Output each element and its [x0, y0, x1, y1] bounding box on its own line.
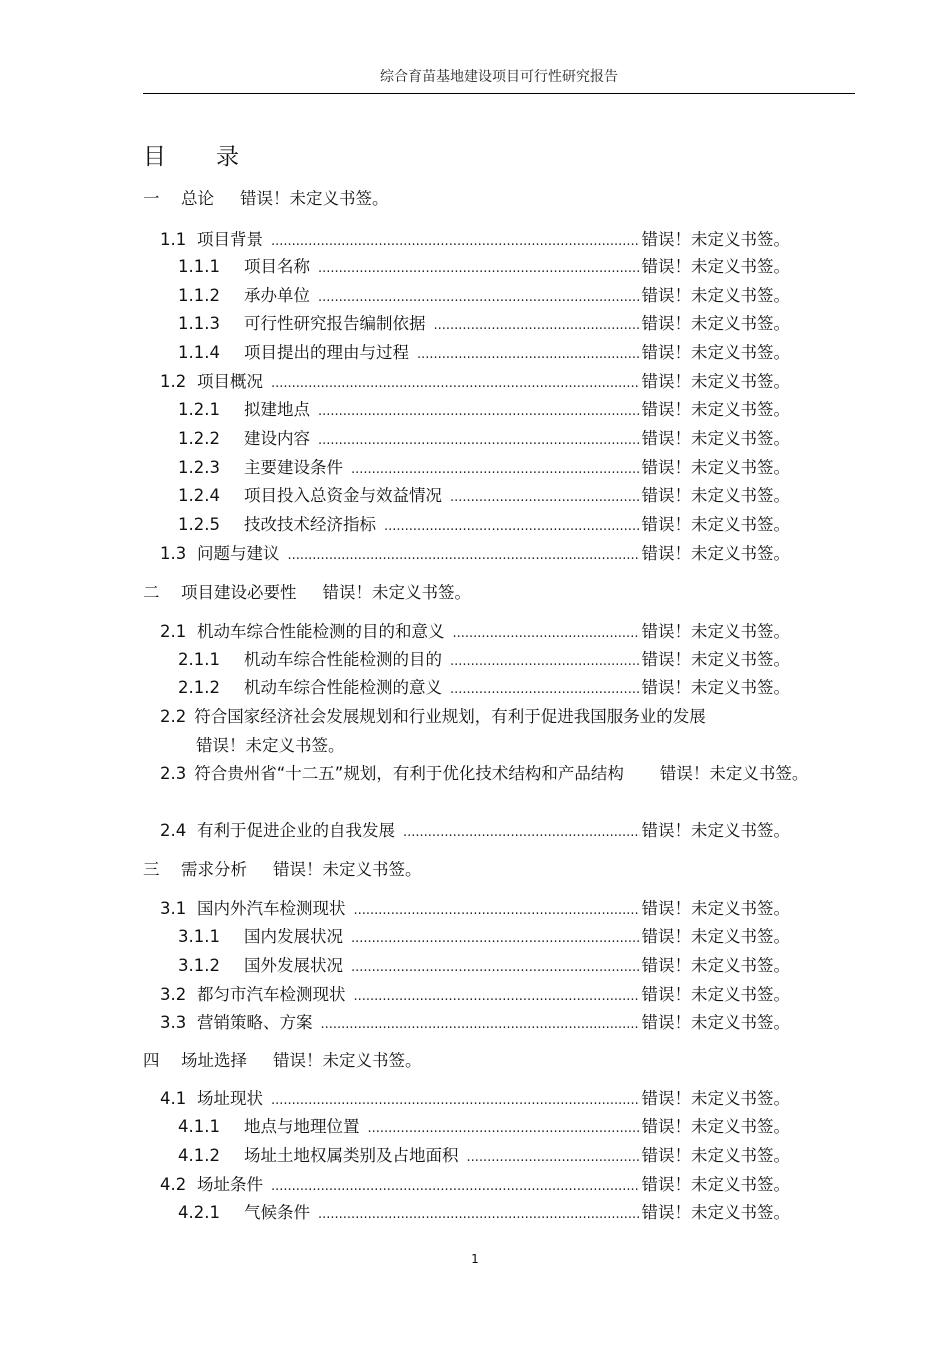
toc-entry[interactable]: [160, 621, 790, 645]
toc-entry-page-ref: 错误！未定义书签。: [641, 985, 790, 1004]
toc-entry-number: 1.2.4: [178, 486, 220, 505]
toc-entry-title: 国内发展状况: [244, 927, 343, 946]
toc-entry-page-ref: 错误！未定义书签。: [641, 544, 790, 563]
toc-entry-title: 技改技术经济指标: [244, 515, 376, 534]
toc-entry-number: 2.1.1: [178, 650, 220, 669]
toc-entry-number: 3.1.1: [178, 927, 220, 946]
toc-entry-title: 项目建设必要性: [181, 583, 297, 602]
toc-entry-number: 2.1: [160, 622, 187, 641]
toc-entry-page-ref: 错误！未定义书签。: [641, 429, 790, 448]
toc-entry-number: 四: [143, 1051, 160, 1070]
toc-entry-number: 2.2: [160, 707, 187, 726]
toc-entry-page-ref: 错误！未定义书签。: [641, 1089, 790, 1108]
header-rule: [143, 93, 855, 94]
toc-entry-number: 3.3: [160, 1013, 187, 1032]
toc-entry-page-ref: 错误！未定义书签。: [641, 1146, 790, 1165]
toc-title-char-2: 录: [216, 144, 239, 170]
toc-entry-number: 2.4: [160, 821, 187, 840]
toc-entry-page-ref: 错误！未定义书签。: [240, 189, 389, 208]
toc-entry[interactable]: [178, 926, 790, 950]
toc-entry-page-ref: 错误！未定义书签。: [641, 1175, 790, 1194]
toc-entry-title: 需求分析: [181, 860, 247, 879]
toc-leader-dots: [354, 986, 640, 1008]
toc-entry-number: 三: [143, 860, 160, 879]
toc-entry-page-ref: 错误！未定义书签。: [641, 458, 790, 477]
toc-entry[interactable]: [178, 399, 790, 423]
toc-leader-dots: [271, 1176, 640, 1198]
toc-entry-number: 3.2: [160, 985, 187, 1004]
toc-entry[interactable]: [160, 1174, 790, 1198]
toc-entry-number: 4.1: [160, 1089, 187, 1108]
toc-entry[interactable]: [160, 820, 790, 844]
toc-entry-title: 场址条件: [197, 1175, 263, 1194]
toc-leader-dots: [318, 287, 640, 309]
toc-entry-page-ref: 错误！未定义书签。: [641, 678, 790, 697]
toc-entry-page-ref: 错误！未定义书签。: [641, 400, 790, 419]
toc-leader-dots: [271, 231, 640, 253]
toc-entry-number: 1.3: [160, 544, 187, 563]
toc-leader-dots: [271, 373, 640, 395]
toc-leader-dots: [354, 900, 640, 922]
toc-entry-page-ref: 错误！未定义书签。: [273, 1051, 422, 1070]
toc-entry-title: 承办单位: [244, 286, 310, 305]
toc-entry-title: 都匀市汽车检测现状: [197, 985, 346, 1004]
toc-entry-page-ref: 错误！未定义书签。: [641, 1117, 790, 1136]
toc-entry-number: 1.1.1: [178, 257, 220, 276]
toc-entry[interactable]: [178, 342, 790, 366]
toc-leader-dots: [318, 430, 640, 452]
toc-entry-title: 建设内容: [244, 429, 310, 448]
toc-leader-dots: [318, 258, 640, 280]
toc-entry-page-ref: 错误！未定义书签。: [641, 257, 790, 276]
toc-leader-dots: [417, 344, 640, 366]
toc-entry-title: 可行性研究报告编制依据: [244, 314, 426, 333]
toc-entry-title: 项目背景: [197, 230, 263, 249]
toc-title: [143, 138, 239, 171]
toc-entry-title: 符合贵州省“十二五”规划，有利于优化技术结构和产品结构: [194, 764, 624, 783]
toc-entry-number: 3.1.2: [178, 956, 220, 975]
toc-entry[interactable]: [178, 313, 790, 337]
toc-entry-title: 场址现状: [197, 1089, 263, 1108]
toc-entry-number: 1.2.2: [178, 429, 220, 448]
toc-entry-number: 1.1: [160, 230, 187, 249]
toc-entry[interactable]: [178, 677, 790, 701]
toc-entry-title: 机动车综合性能检测的意义: [244, 678, 442, 697]
toc-entry[interactable]: [160, 229, 790, 253]
toc-entry-page-ref: 错误！未定义书签。: [641, 372, 790, 391]
toc-entry[interactable]: [160, 759, 840, 788]
toc-entry-number: 1.2.1: [178, 400, 220, 419]
toc-entry-title: 气候条件: [244, 1203, 310, 1222]
toc-entry-number: 二: [143, 583, 160, 602]
toc-entry-number: 1.1.4: [178, 343, 220, 362]
toc-entry-page-ref: 错误！未定义书签。: [641, 622, 790, 641]
toc-entry-title: 国外发展状况: [244, 956, 343, 975]
toc-entry-page-ref: 错误！未定义书签。: [322, 583, 471, 602]
toc-entry-title: 机动车综合性能检测的目的和意义: [197, 622, 445, 641]
toc-entry[interactable]: [178, 649, 790, 673]
toc-entry[interactable]: [160, 371, 790, 395]
toc-leader-dots: [453, 623, 640, 645]
toc-entry-title: 主要建设条件: [244, 458, 343, 477]
toc-entry[interactable]: [178, 285, 790, 309]
toc-entry-page-ref: 错误！未定义书签。: [273, 860, 422, 879]
toc-leader-dots: [467, 1147, 640, 1169]
toc-entry[interactable]: [143, 582, 471, 604]
toc-entry-page-ref: 错误！未定义书签。: [641, 486, 790, 505]
toc-entry-page-ref: 错误！未定义书签。: [641, 1013, 790, 1032]
toc-leader-dots: [450, 487, 640, 509]
toc-entry-title: 总论: [181, 189, 214, 208]
toc-leader-dots: [271, 1090, 640, 1112]
toc-leader-dots: [384, 516, 640, 538]
toc-entry[interactable]: [178, 1145, 790, 1169]
toc-entry-number: 4.1.1: [178, 1117, 220, 1136]
toc-entry-number: 2.1.2: [178, 678, 220, 697]
toc-entry-title: 项目名称: [244, 257, 310, 276]
toc-entry-page-ref: 错误！未定义书签。: [641, 286, 790, 305]
toc-entry[interactable]: [143, 188, 389, 210]
toc-leader-dots: [403, 822, 640, 844]
toc-entry-title: 项目概况: [197, 372, 263, 391]
toc-entry-title: 项目投入总资金与效益情况: [244, 486, 442, 505]
toc-entry[interactable]: [178, 485, 790, 509]
toc-entry-number: 1.2.3: [178, 458, 220, 477]
toc-entry-number: 1.1.3: [178, 314, 220, 333]
running-header: 综合育苗基地建设项目可行性研究报告: [380, 69, 618, 85]
toc-entry-page-ref: 错误！未定义书签。: [641, 927, 790, 946]
toc-entry-page-ref: 错误！未定义书签。: [641, 650, 790, 669]
toc-entry[interactable]: [160, 1012, 790, 1036]
toc-entry-title: 有利于促进企业的自我发展: [197, 821, 395, 840]
toc-leader-dots: [321, 1014, 640, 1036]
toc-entry[interactable]: [160, 702, 840, 760]
toc-entry-number: 一: [143, 189, 160, 208]
toc-entry-page-ref: 错误！未定义书签。: [641, 343, 790, 362]
toc-entry-title: 营销策略、方案: [197, 1013, 313, 1032]
toc-entry-title: 国内外汽车检测现状: [197, 899, 346, 918]
toc-leader-dots: [351, 928, 640, 950]
toc-entry[interactable]: [143, 859, 422, 881]
toc-entry[interactable]: [160, 543, 790, 567]
toc-entry-number: 4.1.2: [178, 1146, 220, 1165]
toc-entry[interactable]: [178, 428, 790, 452]
toc-entry-page-ref: 错误！未定义书签。: [641, 956, 790, 975]
toc-title-char-1: 目: [143, 144, 166, 170]
toc-leader-dots: [318, 1204, 640, 1226]
toc-entry-page-ref: 错误！未定义书签。: [641, 821, 790, 840]
toc-leader-dots: [351, 957, 640, 979]
toc-leader-dots: [434, 315, 640, 337]
toc-entry[interactable]: [143, 1050, 422, 1072]
toc-entry-number: 2.3: [160, 764, 187, 783]
toc-entry-title: 地点与地理位置: [244, 1117, 360, 1136]
toc-leader-dots: [450, 651, 640, 673]
toc-entry-title: 场址土地权属类别及占地面积: [244, 1146, 459, 1165]
toc-entry-title: 拟建地点: [244, 400, 310, 419]
toc-leader-dots: [450, 679, 640, 701]
toc-entry[interactable]: [178, 1116, 790, 1140]
page-number: 1: [471, 1252, 479, 1266]
toc-entry-number: 1.2: [160, 372, 187, 391]
toc-entry-page-ref: 错误！未定义书签。: [659, 764, 809, 783]
toc-entry[interactable]: [178, 955, 790, 979]
toc-entry-title: 项目提出的理由与过程: [244, 343, 409, 362]
toc-entry[interactable]: [178, 1202, 790, 1226]
toc-leader-dots: [351, 459, 640, 481]
toc-leader-dots: [368, 1118, 640, 1140]
toc-entry-number: 4.2.1: [178, 1203, 220, 1222]
toc-entry-title: 场址选择: [181, 1051, 247, 1070]
toc-entry-title: 问题与建议: [197, 544, 280, 563]
toc-entry-page-ref: 错误！未定义书签。: [641, 230, 790, 249]
toc-entry[interactable]: [178, 457, 790, 481]
toc-entry[interactable]: [178, 514, 790, 538]
toc-entry[interactable]: [178, 256, 790, 280]
toc-entry[interactable]: [160, 984, 790, 1008]
toc-entry-page-ref: 错误！未定义书签。: [641, 314, 790, 333]
toc-entry-page-ref: 错误！未定义书签。: [641, 899, 790, 918]
toc-leader-dots: [288, 545, 640, 567]
toc-entry-page-ref: 错误！未定义书签。: [641, 515, 790, 534]
toc-leader-dots: [318, 401, 640, 423]
toc-entry[interactable]: [160, 1088, 790, 1112]
toc-entry-page-ref: 错误！未定义书签。: [641, 1203, 790, 1222]
toc-entry-number: 4.2: [160, 1175, 187, 1194]
toc-entry-number: 3.1: [160, 899, 187, 918]
toc-entry-title: 机动车综合性能检测的目的: [244, 650, 442, 669]
toc-entry-page-ref: 错误！未定义书签。: [196, 736, 345, 755]
toc-entry-number: 1.1.2: [178, 286, 220, 305]
toc-entry[interactable]: [160, 898, 790, 922]
toc-entry-number: 1.2.5: [178, 515, 220, 534]
toc-entry-title: 符合国家经济社会发展规划和行业规划，有利于促进我国服务业的发展: [194, 707, 706, 726]
